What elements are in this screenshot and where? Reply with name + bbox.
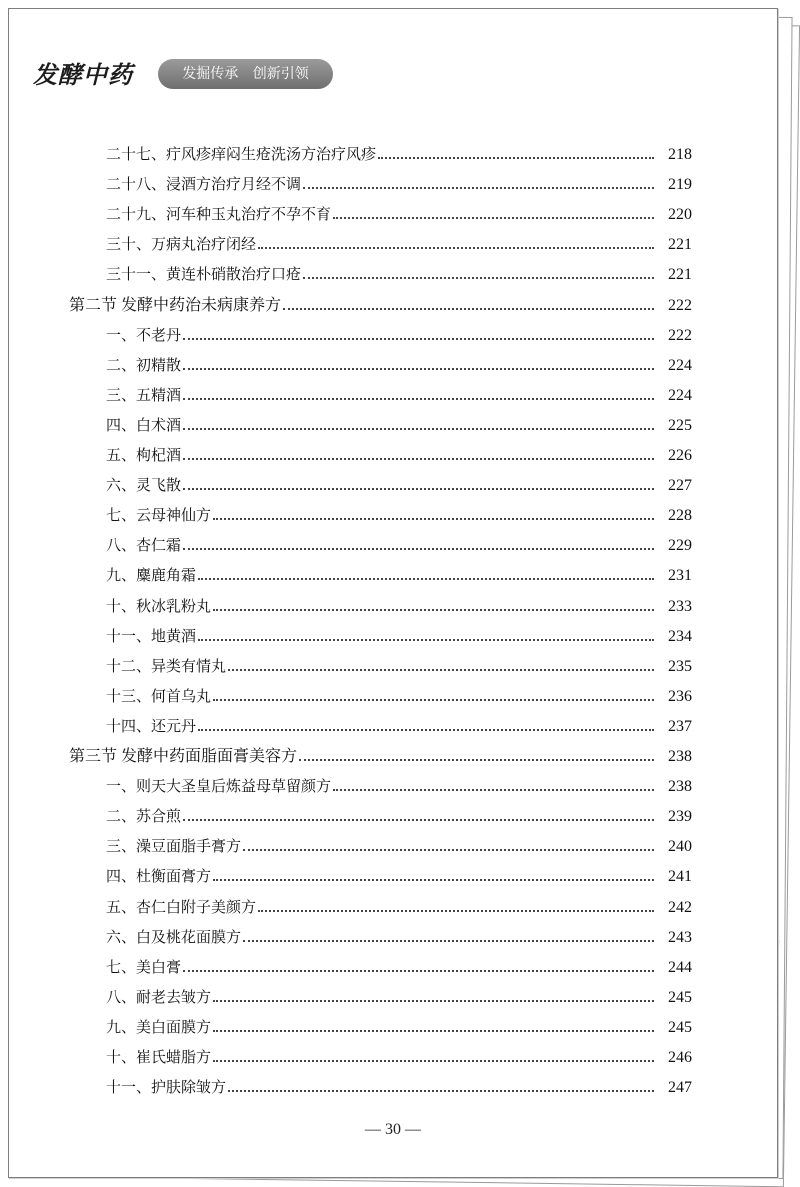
dot-leader <box>258 910 654 912</box>
toc-entry-row[interactable] <box>9 555 692 585</box>
toc-page-number: 226 <box>668 447 692 464</box>
toc-entry-title: 三十一、黄连朴硝散治疗口疮 <box>106 265 302 284</box>
toc-page-number: 221 <box>668 236 692 254</box>
dot-leader <box>283 308 654 310</box>
toc-entry-row[interactable] <box>9 646 692 676</box>
toc-entry-row[interactable] <box>9 616 692 646</box>
toc-entry-title: 九、麋鹿角霜 <box>106 566 197 585</box>
slogan-badge: 发掘传承 创新引领 <box>158 59 333 89</box>
toc-section-row[interactable] <box>9 285 692 315</box>
toc-entry-row[interactable] <box>9 917 692 947</box>
toc-entry-row[interactable] <box>9 134 692 164</box>
toc-entry-title: 四、杜衡面膏方 <box>106 867 212 886</box>
toc-entry-title: 十一、地黄酒 <box>106 626 197 645</box>
toc-entry-row[interactable] <box>9 345 692 375</box>
toc-entry-row[interactable] <box>9 586 692 616</box>
dot-leader <box>333 789 654 791</box>
toc-page-number: 224 <box>668 386 692 404</box>
toc-entry-title: 七、美白膏 <box>106 957 182 976</box>
toc-entry-row[interactable] <box>9 465 692 495</box>
toc-page-number: 235 <box>668 657 692 675</box>
toc-entry-row[interactable] <box>9 375 692 405</box>
toc-entry-title: 六、灵飞散 <box>106 476 182 495</box>
toc-page-number: 231 <box>668 567 692 585</box>
dot-leader <box>213 518 654 520</box>
toc-page-number: 219 <box>668 176 692 194</box>
toc-entry-title: 十、秋冰乳粉丸 <box>106 596 212 615</box>
toc-entry-title: 第二节 发酵中药治未病康养方 <box>69 296 282 314</box>
toc-entry-row[interactable] <box>9 405 692 435</box>
toc-entry-title: 二、苏合煎 <box>106 807 182 826</box>
toc-entry-row[interactable] <box>9 194 692 224</box>
toc-page-number: 245 <box>668 1018 692 1036</box>
toc-page-number: 243 <box>668 928 692 946</box>
toc-entry-row[interactable] <box>9 435 692 465</box>
toc-entry-title: 五、枸杞酒 <box>106 446 182 464</box>
dot-leader <box>198 729 654 731</box>
toc-entry-title: 三十、万病丸治疗闭经 <box>106 235 257 254</box>
toc-page-number: 234 <box>668 627 692 645</box>
toc-entry-title: 十三、何首乌丸 <box>106 686 212 705</box>
toc-page-number: 240 <box>668 838 692 856</box>
toc-page-number: 236 <box>668 687 692 705</box>
dot-leader <box>183 368 654 370</box>
toc-entry-title: 四、白术酒 <box>106 415 182 434</box>
toc-page-number: 238 <box>668 778 692 796</box>
toc-entry-row[interactable] <box>9 1007 692 1037</box>
dot-leader <box>183 398 654 400</box>
dot-leader <box>198 578 654 580</box>
toc-entry-row[interactable] <box>9 525 692 555</box>
toc-page-number: 228 <box>668 507 692 525</box>
toc-page-number: 237 <box>668 717 692 735</box>
dot-leader <box>213 1060 654 1062</box>
toc-entry-row[interactable] <box>9 1067 692 1097</box>
dot-leader <box>198 639 654 641</box>
dot-leader <box>183 819 654 821</box>
toc-page-number: 247 <box>668 1079 692 1097</box>
toc-entry-title: 三、五精酒 <box>106 385 182 404</box>
page-number: — 30 — <box>365 1121 421 1138</box>
toc-entry-title: 二十八、浸酒方治疗月经不调 <box>106 175 302 194</box>
toc-entry-title: 十二、异类有情丸 <box>106 656 227 675</box>
dot-leader <box>213 699 654 701</box>
dot-leader <box>213 609 654 611</box>
toc-entry-row[interactable] <box>9 1037 692 1067</box>
book-logo: 发酵中药 <box>33 60 133 89</box>
toc-entry-title: 一、不老丹 <box>106 325 182 344</box>
toc-entry-row[interactable] <box>9 766 692 796</box>
toc-entry-title: 第三节 发酵中药面脂面膏美容方 <box>69 748 298 765</box>
dot-leader <box>303 187 654 189</box>
dot-leader <box>183 548 654 550</box>
toc-page-number: 242 <box>668 898 692 916</box>
toc-page-number: 233 <box>668 597 692 615</box>
dot-leader <box>228 1090 654 1092</box>
toc-page-number: 239 <box>668 808 692 826</box>
dot-leader <box>243 849 654 851</box>
toc-entry-row[interactable] <box>9 856 692 886</box>
toc-page-number: 218 <box>668 146 692 163</box>
dot-leader <box>378 157 654 159</box>
toc-entry-row[interactable] <box>9 254 692 284</box>
dot-leader <box>243 940 654 942</box>
toc-page-number: 224 <box>668 356 692 374</box>
dot-leader <box>213 1000 654 1002</box>
toc-entry-title: 十、崔氏蜡脂方 <box>106 1048 212 1066</box>
toc-page-number: 241 <box>668 868 692 886</box>
document-page <box>8 8 778 1178</box>
toc-entry-title: 九、美白面膜方 <box>106 1017 212 1036</box>
dot-leader <box>213 1030 654 1032</box>
page-header <box>33 55 363 99</box>
toc-section-row[interactable] <box>9 736 692 766</box>
toc-entry-title: 一、则天大圣皇后炼益母草留颜方 <box>106 777 332 796</box>
toc-entry-title: 二十九、河车种玉丸治疗不孕不育 <box>106 205 332 224</box>
toc-page-number: 220 <box>668 206 692 224</box>
toc-entry-title: 十四、还元丹 <box>106 716 197 735</box>
toc-entry-title: 八、杏仁霜 <box>106 536 182 555</box>
toc-entry-row[interactable] <box>9 495 692 525</box>
toc-page-number: 238 <box>668 748 692 765</box>
toc-page-number: 222 <box>668 326 692 344</box>
toc-entry-title: 八、耐老去皱方 <box>106 987 212 1006</box>
dot-leader <box>228 669 654 671</box>
toc-entry-title: 二、初精散 <box>106 355 182 374</box>
toc-entry-row[interactable] <box>9 826 692 856</box>
dot-leader <box>303 277 654 279</box>
toc-entry-title: 五、杏仁白附子美颜方 <box>106 897 257 916</box>
toc-entry-title: 二十七、疔风疹痒闷生疮洗汤方治疗风疹 <box>106 145 377 163</box>
toc-entry-row[interactable] <box>9 676 692 706</box>
toc-page-number: 229 <box>668 537 692 555</box>
dot-leader <box>183 970 654 972</box>
dot-leader <box>258 247 654 249</box>
toc-entry-row[interactable] <box>9 224 692 254</box>
toc-page-number: 221 <box>668 266 692 284</box>
toc-entry-row[interactable] <box>9 315 692 345</box>
toc-entry-title: 七、云母神仙方 <box>106 506 212 525</box>
dot-leader <box>183 488 654 490</box>
dot-leader <box>183 338 654 340</box>
dot-leader <box>299 759 654 761</box>
toc-page-number: 246 <box>668 1049 692 1066</box>
toc-entry-row[interactable] <box>9 947 692 977</box>
toc-entry-row[interactable] <box>9 887 692 917</box>
toc-entry-row[interactable] <box>9 796 692 826</box>
toc-page-number: 222 <box>668 296 692 314</box>
toc-entry-row[interactable] <box>9 706 692 736</box>
dot-leader <box>213 879 654 881</box>
toc-entry-title: 十一、护肤除皱方 <box>106 1078 227 1097</box>
toc-page-number: 227 <box>668 477 692 495</box>
toc-entry-row[interactable] <box>9 977 692 1007</box>
toc-page-number: 244 <box>668 958 692 976</box>
toc-entry-title: 六、白及桃花面膜方 <box>106 927 242 946</box>
toc-page-number: 245 <box>668 988 692 1006</box>
dot-leader <box>333 217 654 219</box>
toc-page-number: 225 <box>668 416 692 434</box>
dot-leader <box>183 428 654 430</box>
toc-entry-title: 三、澡豆面脂手膏方 <box>106 837 242 856</box>
dot-leader <box>183 458 654 460</box>
toc-entry-row[interactable] <box>9 164 692 194</box>
